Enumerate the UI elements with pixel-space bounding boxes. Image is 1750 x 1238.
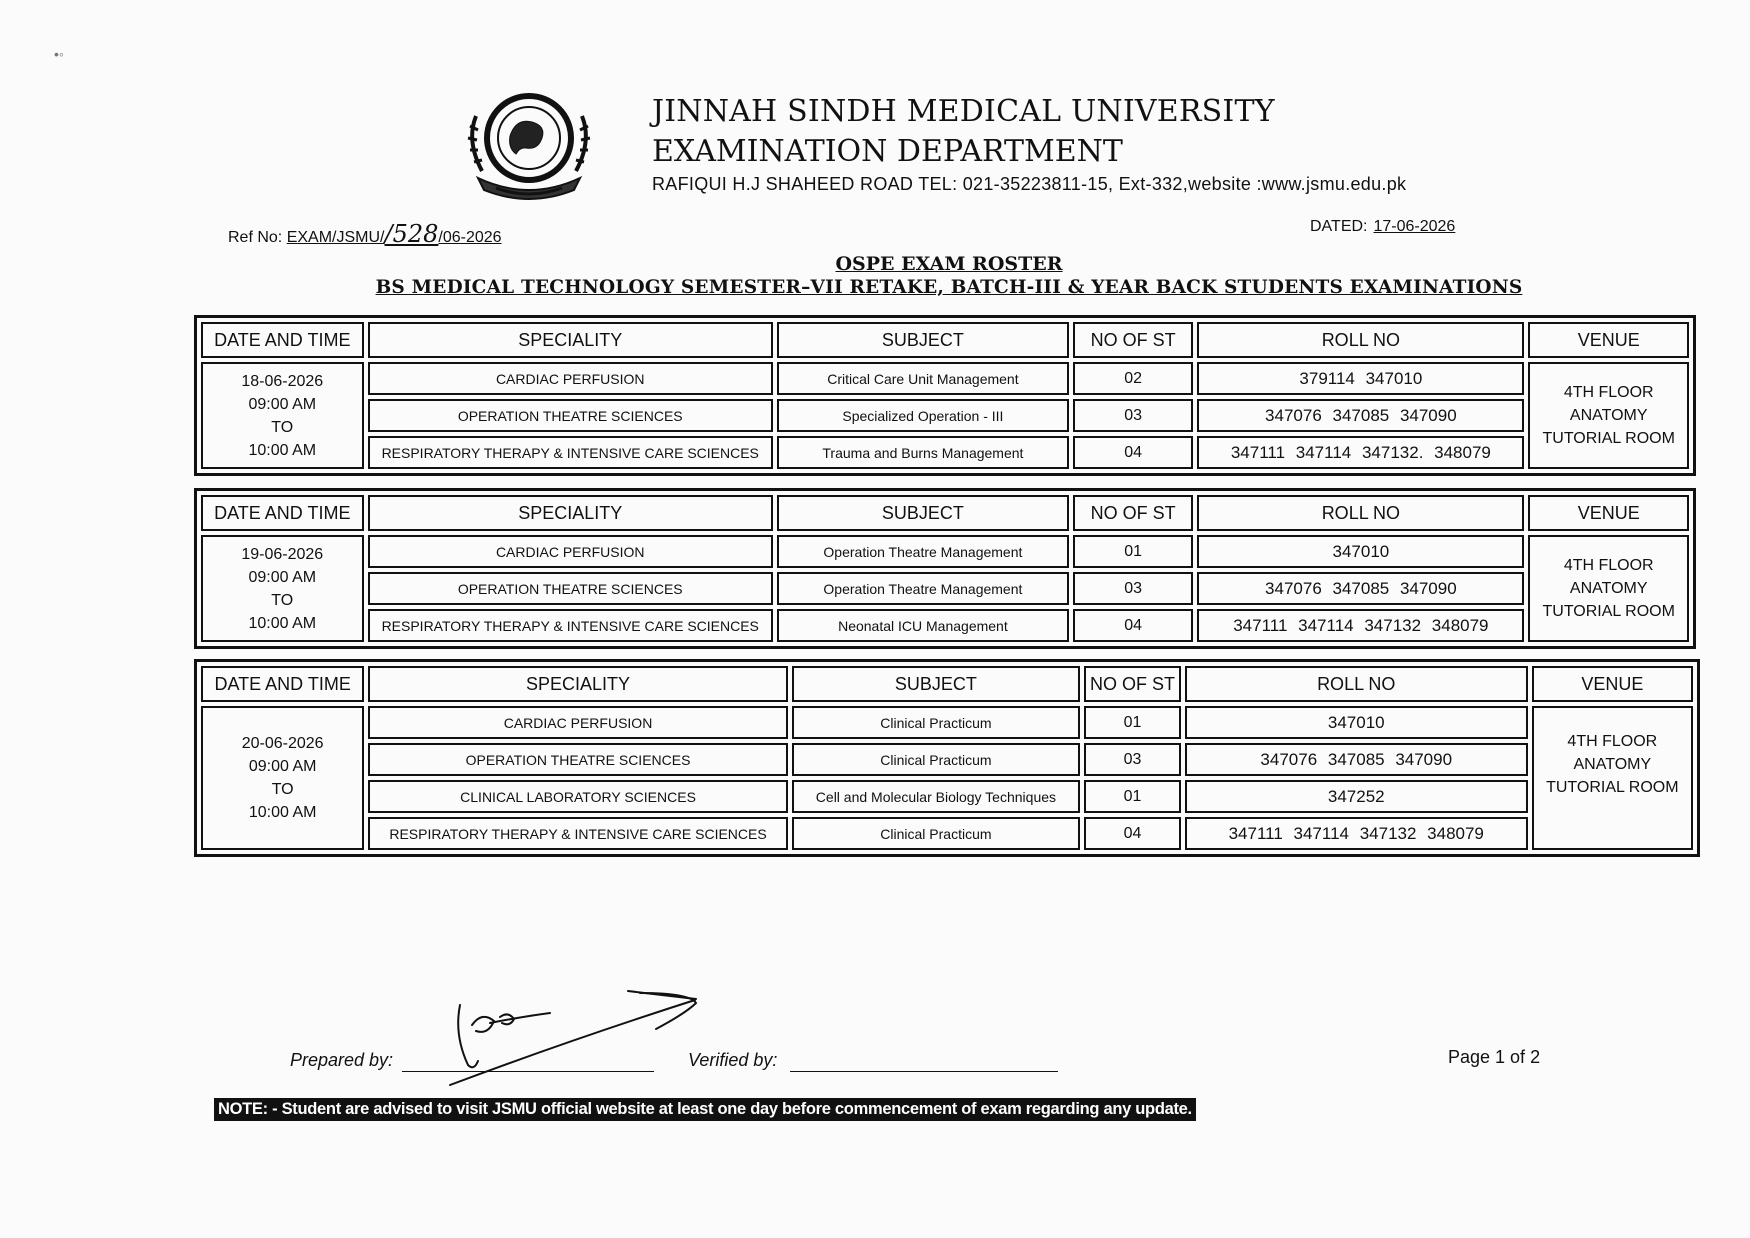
col-venue: VENUE	[1528, 322, 1689, 358]
col-venue: VENUE	[1528, 495, 1689, 531]
university-seal-logo	[458, 86, 600, 204]
dated-label: DATED:	[1310, 218, 1368, 235]
roll-no-cell: 347076 347085 347090	[1197, 399, 1524, 432]
exam-date: 20-06-2026	[241, 735, 324, 752]
university-name: JINNAH SINDH MEDICAL UNIVERSITY	[652, 94, 1275, 129]
ref-prefix: EXAM/JSMU/	[286, 229, 385, 246]
col-roll-no: ROLL NO	[1197, 495, 1524, 531]
end-time: 10:00 AM	[248, 614, 317, 632]
to-label: TO	[271, 591, 294, 609]
prepared-by-label: Prepared by:	[290, 1050, 394, 1070]
speciality-cell: RESPIRATORY THERAPY & INTENSIVE CARE SCIENCES	[368, 436, 773, 469]
scan-mark: •◦	[54, 46, 64, 62]
reference-number	[228, 220, 502, 248]
speciality-cell: CARDIAC PERFUSION	[368, 535, 773, 568]
speciality-cell: RESPIRATORY THERAPY & INTENSIVE CARE SCIENCES	[368, 609, 773, 642]
student-count-cell: 01	[1084, 706, 1181, 739]
speciality-cell: OPERATION THEATRE SCIENCES	[368, 399, 773, 432]
col-date-time: DATE AND TIME	[201, 495, 364, 531]
student-count-cell: 03	[1084, 743, 1181, 776]
table-row	[201, 743, 1693, 776]
start-time: 09:00 AM	[248, 395, 317, 413]
venue-cell	[1528, 362, 1689, 469]
table-row	[201, 706, 1693, 739]
subject-cell: Specialized Operation - III	[777, 399, 1069, 432]
subject-cell: Operation Theatre Management	[777, 535, 1069, 568]
student-count-cell: 04	[1073, 436, 1193, 469]
date-time-cell	[201, 706, 364, 850]
col-date-time: DATE AND TIME	[201, 322, 364, 358]
venue-cell	[1528, 535, 1689, 642]
subject-cell: Clinical Practicum	[792, 817, 1080, 850]
table-row	[201, 399, 1689, 432]
date-time-cell	[201, 362, 364, 469]
col-venue: VENUE	[1532, 666, 1693, 702]
department-name: EXAMINATION DEPARTMENT	[652, 134, 1123, 169]
venue-cell	[1532, 706, 1693, 850]
exam-date: 19-06-2026	[241, 545, 324, 563]
document-date	[1310, 218, 1455, 236]
dated-value: 17-06-2026	[1373, 218, 1456, 235]
venue-building: ANATOMY	[1569, 407, 1648, 424]
table-row	[201, 535, 1689, 568]
venue-building: ANATOMY	[1569, 580, 1648, 597]
verified-by-label: Verified by:	[688, 1050, 778, 1070]
col-roll-no: ROLL NO	[1197, 322, 1524, 358]
subject-cell: Operation Theatre Management	[777, 572, 1069, 605]
student-count-cell: 02	[1073, 362, 1193, 395]
col-no-of-st: NO OF ST	[1073, 322, 1193, 358]
subject-cell: Cell and Molecular Biology Techniques	[792, 780, 1080, 813]
col-date-time: DATE AND TIME	[201, 666, 364, 702]
subject-cell: Neonatal ICU Management	[777, 609, 1069, 642]
venue-room: TUTORIAL ROOM	[1542, 603, 1675, 620]
table-header-row	[201, 666, 1693, 702]
roll-no-cell: 347111 347114 347132 348079	[1185, 817, 1528, 850]
student-count-cell: 01	[1073, 535, 1193, 568]
venue-building: ANATOMY	[1573, 756, 1652, 773]
to-label: TO	[271, 781, 294, 798]
col-roll-no: ROLL NO	[1185, 666, 1528, 702]
end-time: 10:00 AM	[248, 441, 317, 459]
page-number: Page 1 of 2	[1448, 1047, 1541, 1067]
col-subject: SUBJECT	[777, 322, 1069, 358]
start-time: 09:00 AM	[248, 758, 317, 775]
roll-no-cell: 347010	[1185, 706, 1528, 739]
venue-floor: 4TH FLOOR	[1563, 384, 1654, 401]
table-header-row	[201, 495, 1689, 531]
table-row	[201, 436, 1689, 469]
student-count-cell: 03	[1073, 399, 1193, 432]
verified-by-line	[790, 1071, 1058, 1072]
col-no-of-st: NO OF ST	[1084, 666, 1181, 702]
venue-room: TUTORIAL ROOM	[1542, 430, 1675, 447]
speciality-cell: OPERATION THEATRE SCIENCES	[368, 572, 773, 605]
table-row	[201, 780, 1693, 813]
col-subject: SUBJECT	[777, 495, 1069, 531]
student-count-cell: 04	[1084, 817, 1181, 850]
address-line: RAFIQUI H.J SHAHEED ROAD TEL: 021-35223811-15, Ext-332,website :www.jsmu.edu.pk	[652, 174, 1407, 194]
subject-cell: Clinical Practicum	[792, 743, 1080, 776]
student-count-cell: 03	[1073, 572, 1193, 605]
roster-table-3	[194, 659, 1700, 857]
col-subject: SUBJECT	[792, 666, 1080, 702]
subject-cell: Clinical Practicum	[792, 706, 1080, 739]
ref-handwritten-number: /528	[384, 220, 439, 248]
student-count-cell: 04	[1073, 609, 1193, 642]
speciality-cell: RESPIRATORY THERAPY & INTENSIVE CARE SCIENCES	[368, 817, 787, 850]
date-time-cell	[201, 535, 364, 642]
ref-suffix: /06-2026	[438, 229, 502, 246]
student-count-cell: 01	[1084, 780, 1181, 813]
roster-subtitle: BS MEDICAL TECHNOLOGY SEMESTER–VII RETAKE, BATCH-III & YEAR BACK STUDENTS EXAMINATIONS	[375, 277, 1523, 298]
col-speciality: SPECIALITY	[368, 666, 787, 702]
roll-no-cell: 347111 347114 347132 348079	[1197, 609, 1524, 642]
exam-date: 18-06-2026	[241, 372, 324, 390]
subject-cell: Trauma and Burns Management	[777, 436, 1069, 469]
speciality-cell: CARDIAC PERFUSION	[368, 362, 773, 395]
table-row	[201, 817, 1693, 850]
subject-cell: Critical Care Unit Management	[777, 362, 1069, 395]
ref-label: Ref No:	[228, 229, 283, 246]
end-time: 10:00 AM	[248, 804, 317, 821]
col-speciality: SPECIALITY	[368, 495, 773, 531]
roster-table-1	[194, 315, 1696, 476]
roll-no-cell: 347076 347085 347090	[1185, 743, 1528, 776]
roll-no-cell: 347010	[1197, 535, 1524, 568]
speciality-cell: CLINICAL LABORATORY SCIENCES	[368, 780, 787, 813]
venue-room: TUTORIAL ROOM	[1546, 779, 1679, 796]
roll-no-cell: 347252	[1185, 780, 1528, 813]
roll-no-cell: 347111 347114 347132. 348079	[1197, 436, 1524, 469]
roster-table-2	[194, 488, 1696, 649]
table-row	[201, 362, 1689, 395]
to-label: TO	[271, 418, 294, 436]
roll-no-cell: 347076 347085 347090	[1197, 572, 1524, 605]
venue-floor: 4TH FLOOR	[1567, 733, 1658, 750]
speciality-cell: CARDIAC PERFUSION	[368, 706, 787, 739]
roll-no-cell: 379114 347010	[1197, 362, 1524, 395]
venue-floor: 4TH FLOOR	[1563, 557, 1654, 574]
table-header-row	[201, 322, 1689, 358]
col-speciality: SPECIALITY	[368, 322, 773, 358]
table-row	[201, 609, 1689, 642]
speciality-cell: OPERATION THEATRE SCIENCES	[368, 743, 787, 776]
table-row	[201, 572, 1689, 605]
note-banner: NOTE: - Student are advised to visit JSMU official website at least one day before commencement of exam regarding any update.	[214, 1098, 1196, 1121]
signature-image	[440, 985, 720, 1090]
roster-title: OSPE EXAM ROSTER	[835, 253, 1063, 275]
col-no-of-st: NO OF ST	[1073, 495, 1193, 531]
start-time: 09:00 AM	[248, 568, 317, 586]
